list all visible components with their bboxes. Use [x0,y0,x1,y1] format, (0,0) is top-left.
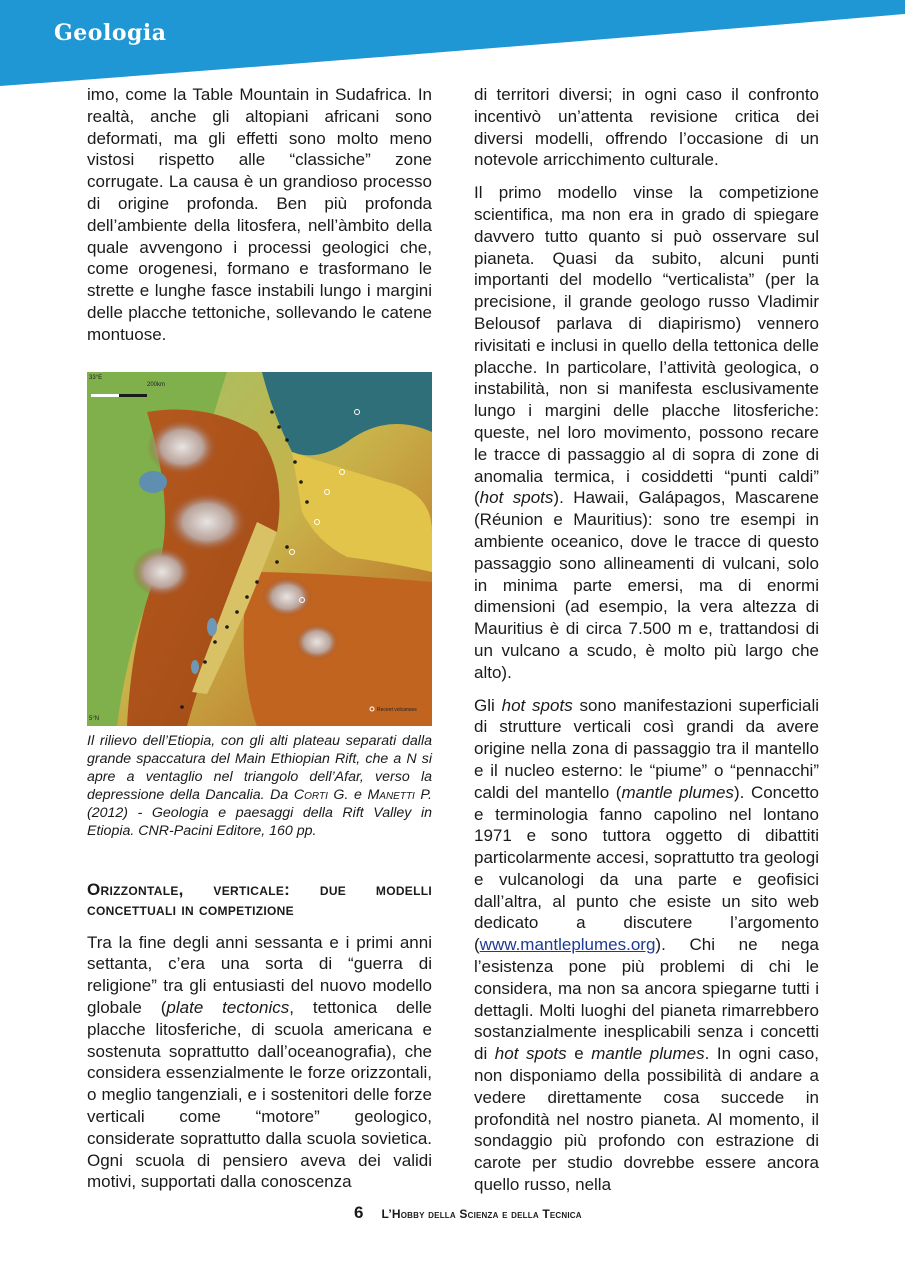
right-column [474,84,819,1196]
map-legend-label: Recent volcanoes [377,706,417,713]
page-number: 6 [354,1203,364,1222]
map-scale-label: 200km [147,381,166,388]
right-paragraph-2: Il primo modello vinse la competizione scientifica, ma non era in grado di spiegare davvero tutto quanto si può osservare sul pianeta. Quasi da subito, alcuni punti importanti del modello “verticalista” (per la precisione, il grande geologo russo Vladimir Belousof parlava di diapirismo) vennero rivisitati e inclusi in quello della tettonica delle placche. In particolare, l’attività geologica, o instabilità, non si manifesta esclusivamente lungo i margini delle placche litosferiche: queste, nel loro movimento, possono recare le tracce di passaggio al di sopra di zone di anomalia termica, i cosiddetti “punti caldi” (hot spots). Hawaii, Galápagos, Mascarene (Réunion e Mauritius): sono tre esempi in ambiente oceanico, dove le tracce di questo passaggio sono allineamenti di vulcani, solo in minima parte emersi, ma di enormi dimensioni (ad esempio, la vera altezza di Mauritius è di circa 7.500 m e, trattandosi di un vulcano a scudo, è molto più largo che alto). [474,183,819,682]
relief-map-image [87,372,432,726]
mantleplumes-link[interactable]: www.mantleplumes.org [479,935,656,955]
figure-caption: Il rilievo dell’Etiopia, con gli alti plateau separati dalla grande spaccatura del Main Ethiopian Rift, che a N si apre a ventaglio nel triangolo dell’Afar, verso la depressione della Dancalia. Da Corti G. e Manetti P. (2012) - Geologia e paesaggi della Rift Valley in Etiopia. CNR-Pacini Editore, 160 pp. [87,732,432,839]
right-paragraph-1: di territori diversi; in ogni caso il confronto incentivò un’attenta revisione critica dei diversi modelli, offrendo l’occasione di un notevole arricchimento culturale. [474,85,819,170]
left-paragraph-2: Tra la fine degli anni sessanta e i primi anni settanta, c’era una sorta di “guerra di religione” tra gli entusiasti del nuovo modello globale (plate tectonics, tettonica delle placche litosferiche, di scuola americana e sostenuta soprattutto dall’oceanografia), che considera essenzialmente le forze orizzontali, o meglio tangenziali, e i sostenitori delle forze verticali come “motore” geologico, considerate soprattutto dalla scuola sovietica. Ogni scuola di pensiero aveva dei validi motivi, supportati dalla conoscenza [87,932,432,1192]
left-paragraph-1: imo, come la Table Mountain in Sudafrica. In realtà, anche gli altopiani africani sono deformati, ma gli effetti sono molto meno vistosi rispetto alle “classiche” zone corrugate. La causa è un grandioso processo di origine profonda. Ben più profonda dell’ambiente della litosfera, nell’àmbito della quale avvengono i processi geologici che, come orogenesi, formano e trasformano le strette e lunghe fasce instabili lungo i margini delle placche tettoniche, sollevando le catene montuose. [87,85,432,344]
caption-author-1: Corti [293,786,328,803]
journal-title: L’Hobby della Scienza e della Tecnica [381,1207,582,1221]
left-column [87,84,432,1193]
map-coordinate-label: 33°E [89,374,103,381]
caption-author-2: Manetti [367,786,415,803]
figure-ethiopia-map [87,372,432,840]
page-footer [354,1203,582,1223]
section-heading: Orizzontale, verticale: due modelli concettuali in competizione [87,879,432,919]
right-paragraph-3: Gli hot spots sono manifestazioni superficiali di strutture verticali così grandi da avere origine nella zona di passaggio tra il mantello e il nucleo esterno: le “piume” o “pennacchi” caldi del mantello (mantle plumes). Concetto e terminologia fanno capolino nel lontano 1971 e sono tuttora oggetto di dibattiti particolarmente accesi, soprattutto tra geologi e vulcanologi da una parte e geofisici dall’altra, al punto che esiste un sito web dedicato a discutere l’argomento (www.mantleplumes.org). Chi ne nega l’esistenza pone più problemi di chi le considera, ma non sa ancora spiegarne tutti i dettagli. Molti luoghi del pianeta rimarrebbero sostanzialmente inesplicabili senza i concetti di hot spots e mantle plumes. In ogni caso, non disponiamo della possibilità di andare a vedere direttamente cosa succede in profondità nel nostro pianeta. Al momento, il sondaggio più profondo con estrazione di carote per studio dovrebbe essere ancora quello russo, nella [474,695,820,1195]
section-title: Geologia [54,20,167,46]
map-latitude-label: 5°N [89,715,100,722]
